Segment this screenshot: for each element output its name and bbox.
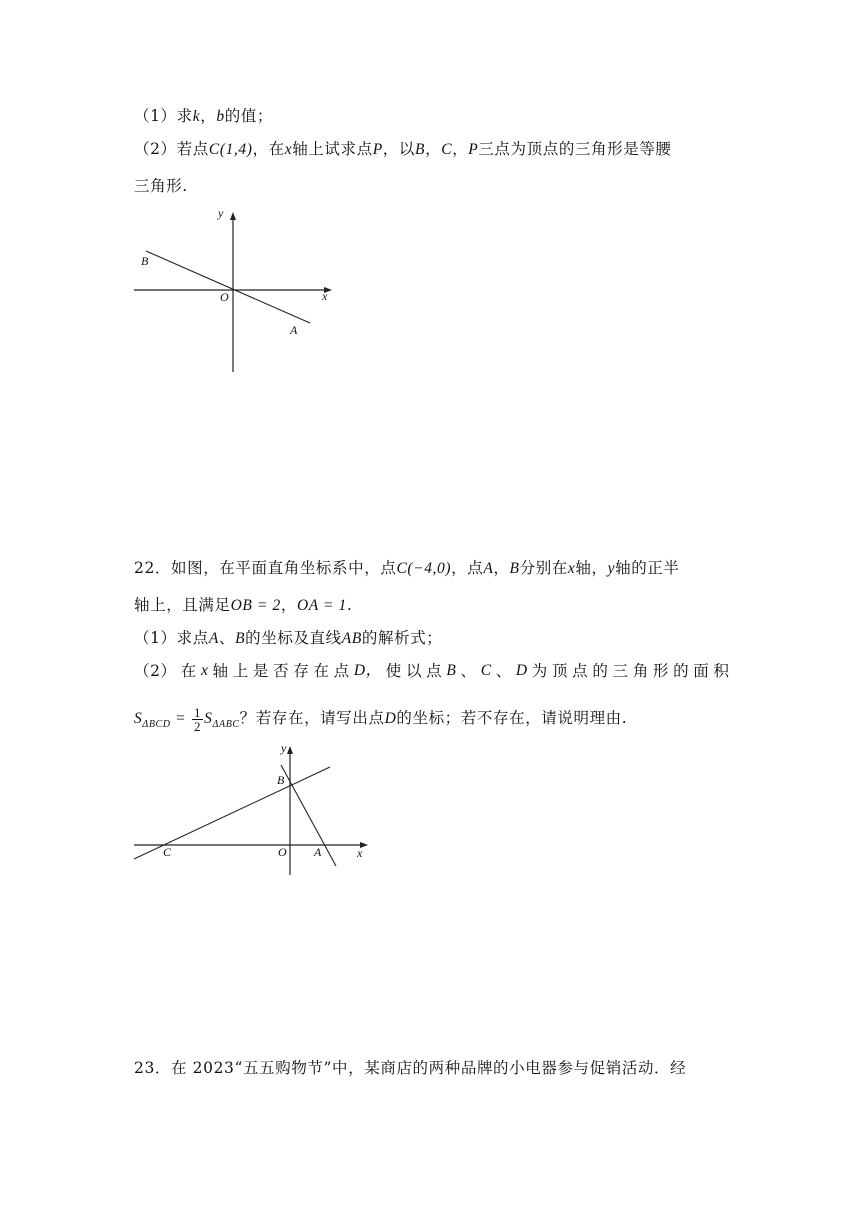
math-x: x — [567, 560, 576, 577]
text: 轴 — [212, 662, 229, 680]
text: 角 — [632, 662, 649, 680]
fraction-denominator: 2 — [194, 718, 202, 734]
text: 轴的正半 — [615, 559, 680, 577]
text: 在 — [313, 662, 330, 680]
math-x: x — [200, 662, 209, 679]
math-oa: OA = 1 — [296, 597, 347, 614]
text: （2） — [134, 662, 177, 680]
text: （1）求点 — [134, 629, 209, 647]
text: 三点为顶点的三角形是等腰 — [478, 140, 672, 158]
text: 轴， — [575, 559, 608, 577]
text: 的坐标及直线 — [245, 629, 342, 647]
text: ， — [425, 140, 442, 158]
math-b: B — [446, 662, 457, 679]
q22-line-ab — [281, 765, 336, 866]
math-y: y — [607, 560, 616, 577]
question-number: 23． — [134, 1059, 172, 1077]
math-point-c: C(1,4) — [208, 141, 253, 158]
math-k: k — [192, 108, 201, 125]
text: 上 — [232, 662, 249, 680]
math-c: C — [480, 662, 492, 679]
math-ab: AB — [341, 630, 362, 647]
text: （2）若点 — [134, 140, 209, 158]
q22-x-label: x — [357, 846, 363, 860]
math-b: B — [235, 630, 246, 647]
text: 存 — [293, 662, 310, 680]
math-equals: = — [176, 710, 186, 727]
text: 点 — [333, 662, 350, 680]
math-subscript: ΔABC — [212, 719, 240, 730]
text: 在 — [180, 662, 197, 680]
text: 分别在 — [519, 559, 568, 577]
text: 点 — [426, 662, 443, 680]
text: 的坐标；若不存在，请说明理由. — [396, 709, 628, 727]
text: 否 — [273, 662, 290, 680]
text: 在 2023“五五购物节”中，某商店的两种品牌的小电器参与促销活动．经 — [171, 1059, 687, 1077]
math-s: S — [204, 710, 213, 727]
math-p: P — [372, 141, 383, 158]
q22-y-arrow — [287, 746, 293, 754]
q22-y-label: y — [281, 741, 287, 755]
math-b: B — [509, 560, 520, 577]
math-s: S — [134, 710, 143, 727]
q22-a-label: A — [314, 845, 322, 859]
text: 积 — [713, 662, 730, 680]
text: 、 — [495, 662, 512, 680]
text: 、 — [460, 662, 477, 680]
math-b: B — [415, 141, 426, 158]
text: ，以 — [382, 140, 415, 158]
math-a: A — [208, 630, 219, 647]
q22-o-label: O — [278, 845, 287, 859]
math-d: D — [515, 662, 528, 679]
text: 点 — [572, 662, 589, 680]
q21-x-label: x — [322, 289, 328, 303]
text: 使 — [385, 662, 402, 680]
text: 的解析式； — [361, 629, 443, 647]
text: 三 — [612, 662, 629, 680]
text: 顶 — [551, 662, 569, 680]
text: ， — [200, 107, 217, 125]
text: . — [346, 596, 353, 614]
text: 轴上，且满足 — [134, 596, 231, 614]
math-b: b — [216, 108, 225, 125]
text: 是 — [252, 662, 269, 680]
math-p: P — [468, 141, 479, 158]
text: 如图，在平面直角坐标系中，点 — [171, 559, 397, 577]
math-d: D， — [353, 662, 382, 679]
text: 为 — [531, 662, 548, 680]
text: 的 — [673, 662, 690, 680]
text: 三角形. — [134, 177, 188, 195]
text: ，点 — [451, 559, 484, 577]
text: 的 — [592, 662, 609, 680]
q21-a-label: A — [290, 323, 298, 337]
text: （1）求 — [134, 107, 193, 125]
q21-b-label: B — [141, 254, 149, 268]
text: 轴上试求点 — [292, 140, 373, 158]
question-number: 22． — [134, 559, 172, 577]
text: 的值； — [224, 107, 274, 125]
math-c: C — [441, 141, 453, 158]
text: ， — [493, 559, 510, 577]
q21-y-label: y — [218, 206, 224, 220]
math-point-c: C(−4,0) — [396, 560, 452, 577]
q22-c-label: C — [163, 845, 172, 859]
text: ， — [452, 140, 469, 158]
q23-intro — [134, 1057, 686, 1079]
math-x: x — [284, 141, 293, 158]
math-subscript: ΔBCD — [142, 719, 171, 730]
math-d: D — [384, 710, 397, 727]
text: 、 — [218, 629, 236, 647]
text: 面 — [693, 662, 710, 680]
text: ？若存在，请写出点 — [239, 709, 385, 727]
text: 形 — [652, 662, 670, 680]
q21-o-label: O — [220, 290, 229, 304]
text: 以 — [405, 662, 423, 680]
fraction-numerator: 1 — [194, 704, 202, 720]
text: ，在 — [252, 140, 285, 158]
math-ob: OB = 2 — [230, 597, 281, 614]
q22-b-label: B — [277, 773, 285, 787]
math-a: A — [483, 560, 494, 577]
text: ， — [280, 596, 297, 614]
